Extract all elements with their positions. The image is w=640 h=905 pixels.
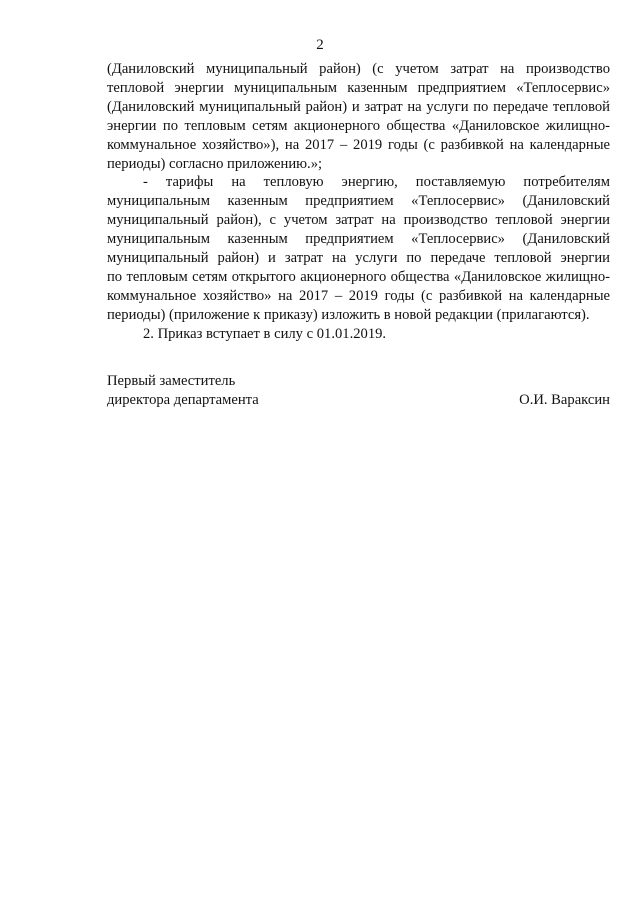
paragraph — [107, 60, 610, 173]
text-line: тепловой энергии муниципальным казенным предприятием «Теплосервис» — [107, 79, 610, 96]
text-line: энергии по тепловым сетям акционерного общества «Даниловское жилищно- — [107, 117, 610, 134]
signatory-position-line1: Первый заместитель — [107, 373, 236, 389]
text-line: муниципальным казенным предприятием «Теплосервис» (Даниловский — [107, 231, 610, 248]
paragraph — [107, 325, 610, 344]
text-line: (Даниловский муниципальный район) и затрат на услуги по передаче тепловой — [107, 98, 610, 115]
signature-row — [107, 391, 610, 410]
text-line: коммунальное хозяйство» на 2017 – 2019 годы (с разбивкой на календарные — [107, 287, 610, 304]
text-line: периоды) (приложение к приказу) изложить в новой редакции (прилагаются). — [107, 306, 590, 323]
paragraph — [107, 173, 610, 324]
page-number: 2 — [316, 37, 324, 53]
text-line: (Даниловский муниципальный район) (с учетом затрат на производство — [107, 61, 610, 77]
signature-block — [107, 372, 610, 410]
text-line: коммунальное хозяйство»), на 2017 – 2019 годы (с разбивкой на календарные — [107, 136, 610, 153]
text-line: муниципальный район), с учетом затрат на производство тепловой энергии — [107, 212, 610, 229]
signatory-position-line2: директора департамента — [107, 391, 259, 408]
text-line: 2. Приказ вступает в силу с 01.01.2019. — [143, 325, 387, 342]
text-line: муниципальный район) и затрат на услуги по передаче тепловой энергии — [107, 250, 610, 267]
text-line: по тепловым сетям открытого акционерного общества «Даниловское жилищно- — [107, 268, 610, 285]
text-line: муниципальным казенным предприятием «Теплосервис» (Даниловский — [107, 193, 610, 210]
text-line: - тарифы на тепловую энергию, поставляемую потребителям — [143, 174, 610, 191]
signatory-name: О.И. Вараксин — [519, 391, 610, 408]
document-body — [107, 60, 610, 344]
text-line: периоды) согласно приложению.»; — [107, 155, 323, 172]
